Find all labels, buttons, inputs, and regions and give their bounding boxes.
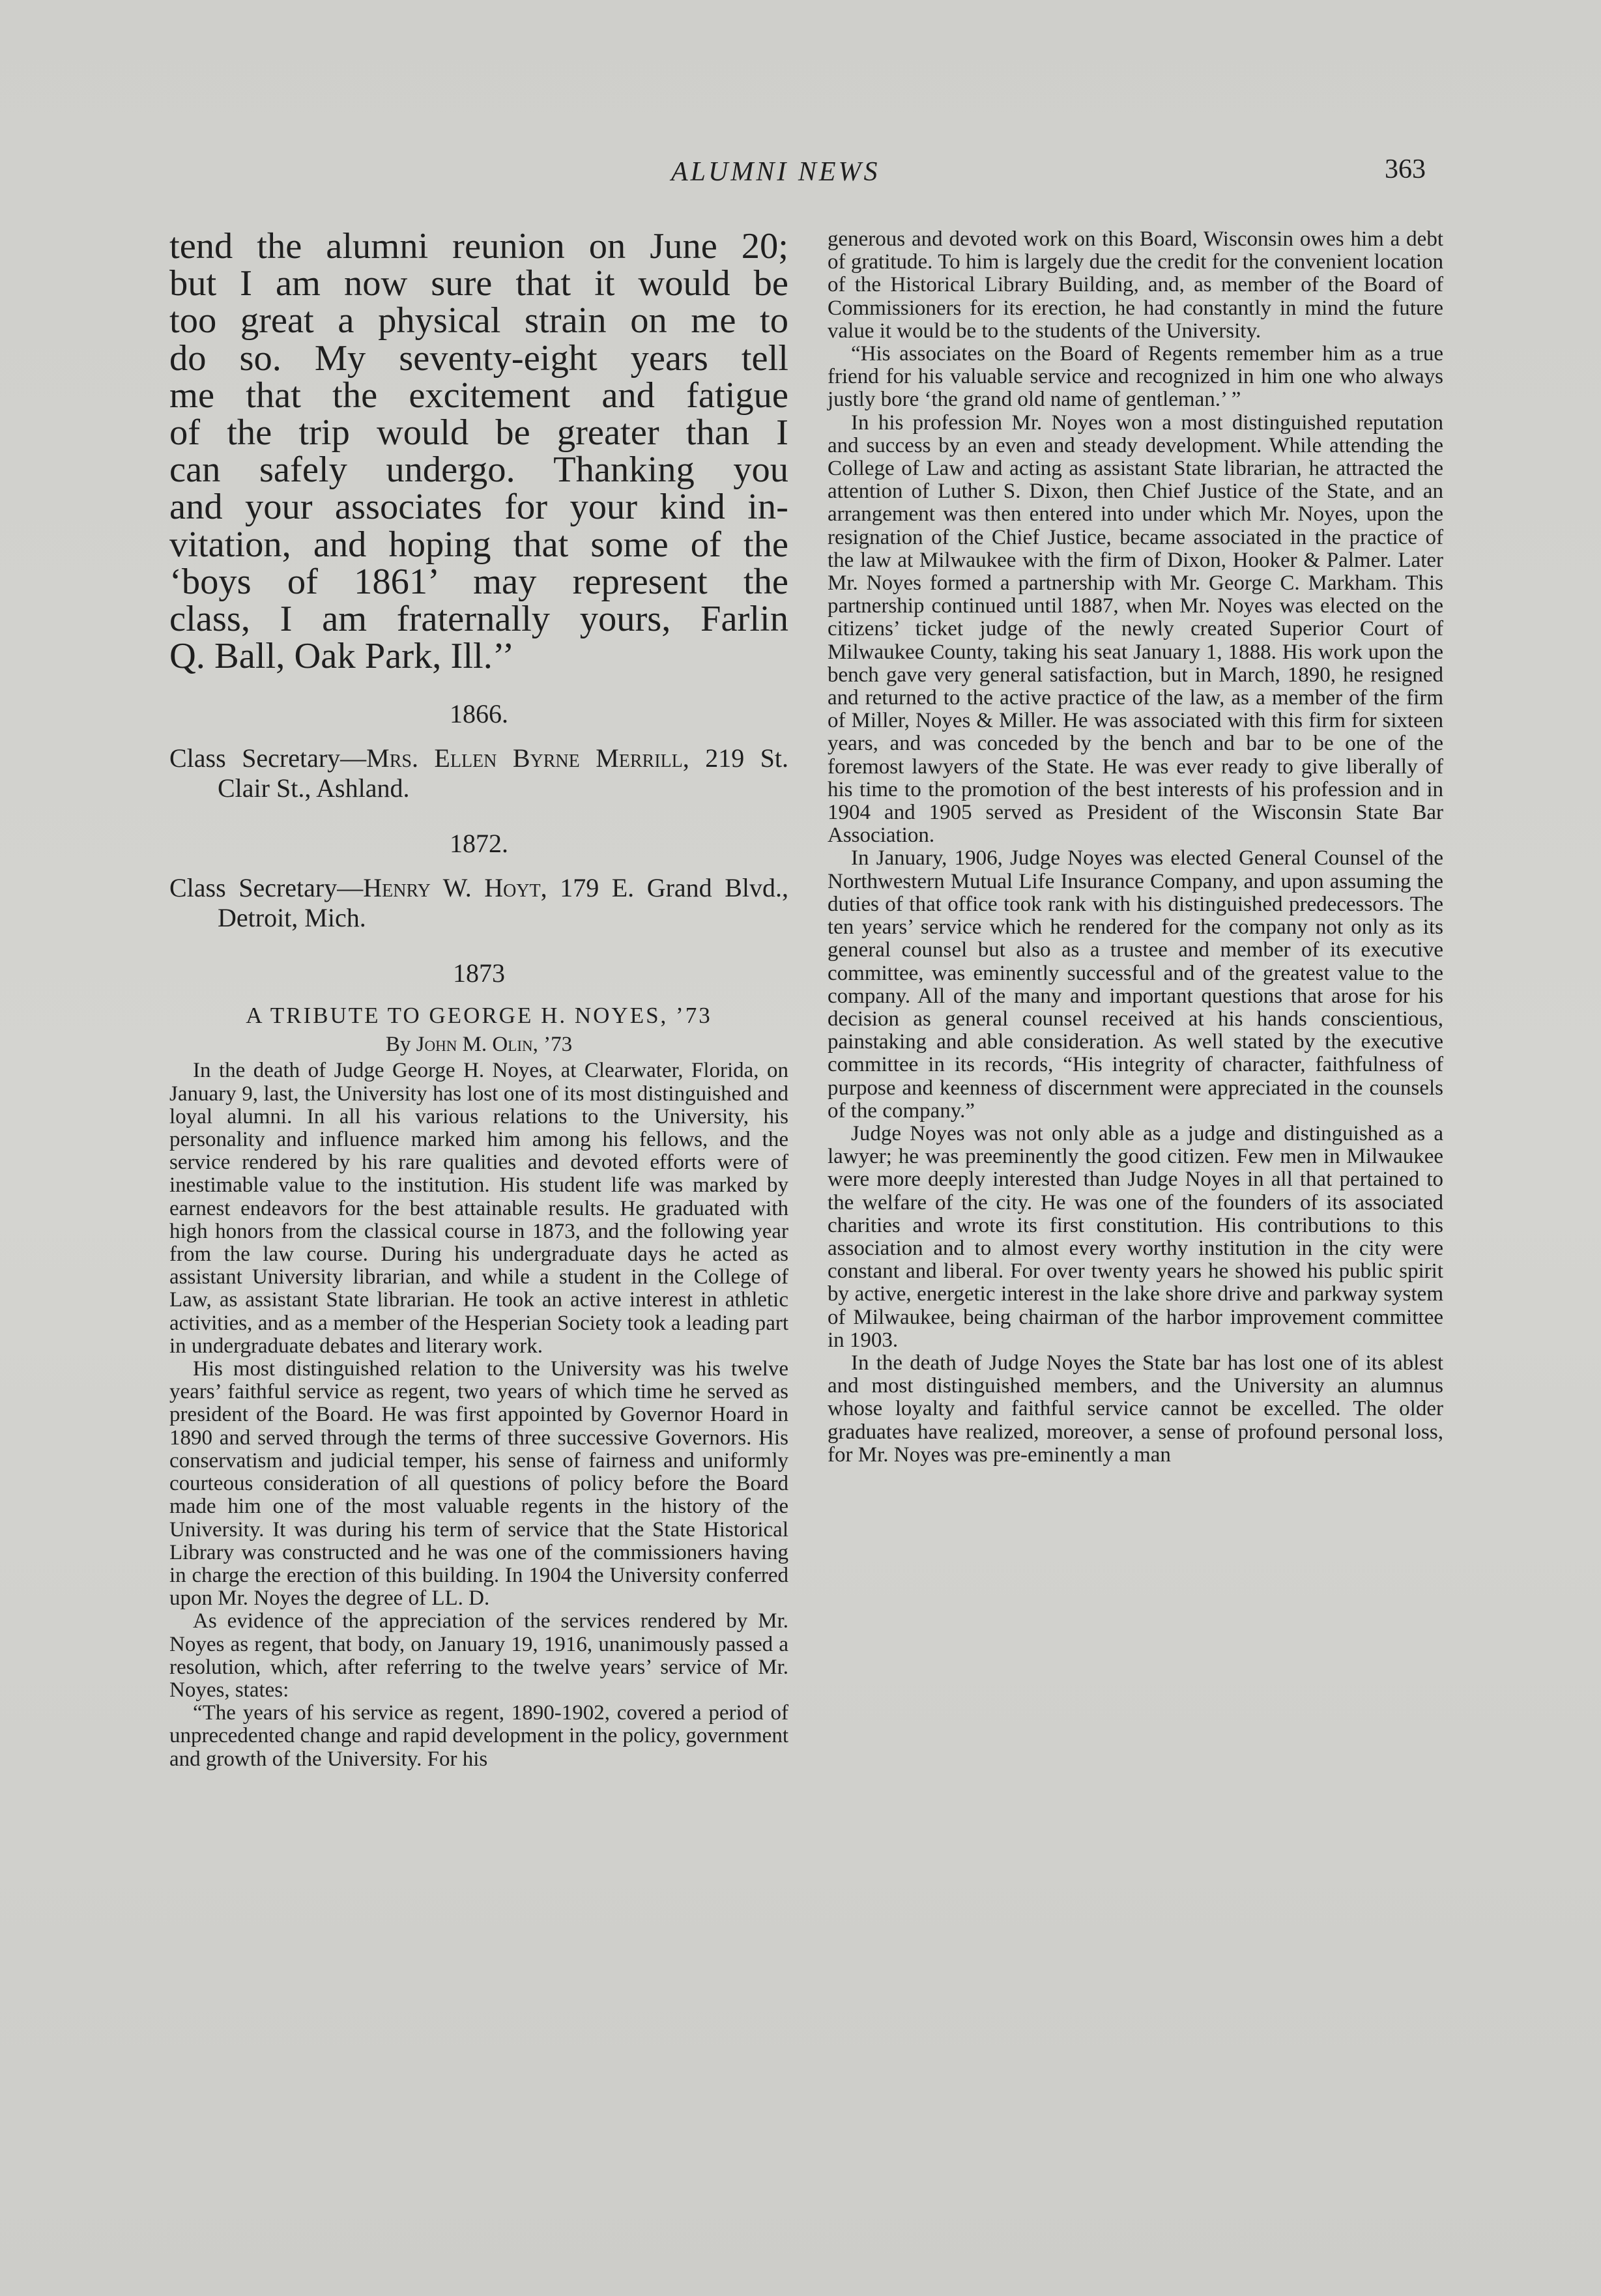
letter-line: and your associates for your kind in- xyxy=(169,487,788,528)
letter-line: vitation, and hoping that some of the xyxy=(169,524,788,565)
class-secretary-1866 xyxy=(169,743,788,803)
paragraph: As evidence of the appreciation of the services rendered by Mr. Noyes as regent, that body, on January 19, 1916, unanimously passed a resolution, which, after referring to the twelve years’ service of Mr. Noyes, states: xyxy=(169,1609,788,1702)
byline-author: John M. Olin xyxy=(416,1033,533,1057)
byline-by: By xyxy=(385,1033,416,1057)
letter-line: ‘boys of 1861’ may represent the xyxy=(169,561,788,602)
paragraph: generous and devoted work on this Board, Wisconsin owes him a debt of gratitude. To him is largely due the credit for the convenient location of the Historical Library Building, and, as member of the Board of Commissioners for its erection, he had constantly in mind the future value it would be to the students of the University. xyxy=(828,227,1443,343)
letter-line: can safely undergo. Thanking you xyxy=(169,450,788,491)
letter-line: do so. My seventy-eight years tell xyxy=(169,337,788,379)
letter-line: class, I am fraternally yours, Farlin xyxy=(169,599,788,640)
paragraph: His most distinguished relation to the University was his twelve years’ faithful service as regent, two years of which time he served as president of the Board. He was first appointed by Governor Hoard in 1890 and served through the terms of three successive Governors. His conservatism and judicial temper, his sense of fairness and uniformly courteous consideration of all questions of policy before the Board made him one of the most valuable regents in the history of the University. It was during his term of service that the State Historical Library was constructed and he was one of the commissioners having in charge the erection of this building. In 1904 the University conferred upon Mr. Noyes the degree of LL. D. xyxy=(169,1357,788,1611)
article-title: A TRIBUTE TO GEORGE H. NOYES, ’73 xyxy=(246,1003,712,1029)
paragraph: In his profession Mr. Noyes won a most distinguished reputation and success by an even and steady development. While attending the College of Law and acting as assistant State librarian, he attracted the attention of Luther S. Dixon, then Chief Justice of the State, and an arrangement was then entered into under which Mr. Noyes, upon the resignation of the Chief Justice, became associated in the practice of the law at Milwaukee with the firm of Dixon, Hooker & Palmer. Later Mr. Noyes formed a partnership with Mr. George C. Markham. This partnership continued until 1887, when Mr. Noyes was elected on the citizens’ ticket judge of the newly created Superior Court of Milwaukee County, taking his seat January 1, 1888. His work upon the bench gave very general satisfaction, but in March, 1890, he resigned and returned to the active practice of the law, as a member of the firm of Miller, Noyes & Miller. He was associated with this firm for sixteen years, and was conceded by the bench and bar to be one of the foremost lawyers of the State. He was ever ready to give liberally of his time to the promotion of the best interests of his profession and in 1904 and 1905 served as President of the Wisconsin State Bar Association. xyxy=(828,410,1443,848)
letter-line: too great a physical strain on me to xyxy=(169,300,788,341)
right-column xyxy=(828,228,1443,1467)
letter-line: of the trip would be greater than I xyxy=(169,412,788,453)
letter-line: tend the alumni reunion on June 20; xyxy=(169,226,788,266)
paragraph: Judge Noyes was not only able as a judge and distinguished as a lawyer; he was preeminently the good citizen. Few men in Milwaukee were more deeply interested than Judge Noyes in all that pertained to the welfare of the city. He was one of the founders of its associated charities and wrote its first constitution. His contributions to this association and to almost every worthy institution in the city were constant and liberal. For over twenty years he showed his public spirit by active, energetic interest in the lake shore drive and parkway system of Milwaukee, being chairman of the harbor improvement committee in 1903. xyxy=(828,1121,1443,1352)
letter-line: Q. Ball, Oak Park, Ill.’’ xyxy=(169,636,515,677)
letter-line: but I am now sure that it would be xyxy=(169,263,788,304)
secretary-address: , 179 E. Grand Blvd., Detroit, Mich. xyxy=(218,873,789,933)
article-body-right xyxy=(828,228,1443,1467)
paragraph: In the death of Judge Noyes the State bar has lost one of its ablest and most distinguished members, and the University an alumnus whose loyalty and faithful service cannot be excelled. The older graduates have realized, moreover, a sense of profound personal loss, for Mr. Noyes was pre-eminently a man xyxy=(828,1351,1443,1467)
class-year-1873: 1873 xyxy=(453,958,505,988)
article-byline xyxy=(169,1033,788,1057)
byline-suffix: , ’73 xyxy=(532,1033,573,1057)
secretary-name: Henry W. Hoyt xyxy=(363,873,541,903)
article-body-left xyxy=(169,1059,788,1770)
letter-line: me that the excitement and fatigue xyxy=(169,375,788,416)
class-year-1866: 1866. xyxy=(450,699,508,729)
paragraph: In the death of Judge George H. Noyes, at Clearwater, Florida, on January 9, last, the University has lost one of its most distinguished and loyal alumni. In all his various relations to the University, his personality and influence marked him among his fellows, and the service rendered by his rare qualities and devoted efforts were of inestimable value to the institution. His student life was marked by earnest endeavors for the best attainable results. He graduated with high honors from the classical course in 1873, and the following year from the law course. During his undergraduate days he acted as assistant University librarian, and while a student in the College of Law, as assistant State librarian. He took an active interest in athletic activities, and as a member of the Hesperian Society took a leading part in undergraduate debates and literary work. xyxy=(169,1059,788,1358)
left-column xyxy=(169,228,788,1771)
secretary-address: , 219 St. Clair St., Ashland. xyxy=(218,743,789,803)
secretary-name: Mrs. Ellen Byrne Merrill xyxy=(366,743,683,773)
paragraph: “The years of his service as regent, 1890-1902, covered a period of unprecedented change and rapid development in the policy, government and growth of the University. For his xyxy=(169,1701,788,1771)
letter-excerpt xyxy=(169,228,788,675)
secretary-label: Class Secretary— xyxy=(169,743,367,773)
class-year-1872: 1872. xyxy=(450,829,508,859)
page-number: 363 xyxy=(1385,154,1426,184)
secretary-label: Class Secretary— xyxy=(169,873,364,903)
paragraph: In January, 1906, Judge Noyes was elected General Counsel of the Northwestern Mutual Life Insurance Company, and upon assuming the duties of that office took rank with his distinguished predecessors. The ten years’ service which he rendered for the company not only as its general counsel but also as a trustee and member of its executive committee, was eminently successful and of the greatest value to the company. All of the many and important questions that arose for his decision as general counsel received at his hands conscientious, painstaking and able consideration. As well stated by the executive committee in its records, “His integrity of character, faithfulness of purpose and keenness of discernment were appreciated in the counsels of the company.” xyxy=(828,846,1443,1123)
class-secretary-1872 xyxy=(169,873,788,933)
running-header-title: ALUMNI NEWS xyxy=(671,157,880,187)
paragraph: “His associates on the Board of Regents remember him as a true friend for his valuable service and recognized in him one who always justly bore ‘the grand old name of gentleman.’ ” xyxy=(828,342,1443,412)
